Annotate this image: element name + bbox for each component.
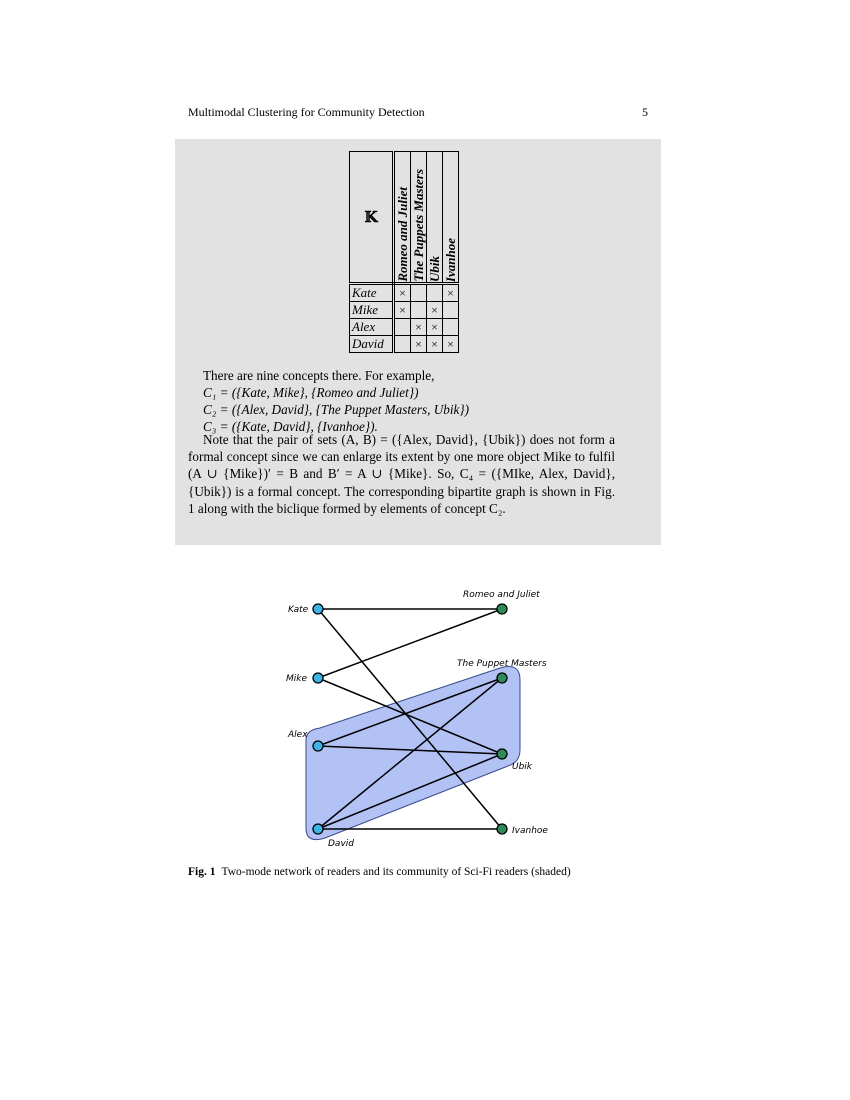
graph-node: [313, 824, 323, 834]
node-label: David: [328, 839, 354, 849]
column-header: The Puppets Masters: [411, 169, 426, 282]
header-title: Multimodal Clustering for Community Detection: [188, 105, 425, 119]
body-paragraph: Note that the pair of sets (A, B) = ({Alex, David}, {Ubik}) does not form a formal concept since we can enlarge its extent by one more object Mike to fulfil (A ∪ {Mike})′ = B and B′ = A ∪ {Mike}. So, C₄ = ({MIke, Alex, David}, {Ubik}) is a formal concept. The corresponding bipartite graph is shown in Fig. 1 along with the biclique formed by elements of concept C₂.: [188, 432, 615, 516]
node-label: Kate: [288, 605, 309, 615]
row-header: Kate: [350, 284, 394, 302]
row-header: David: [350, 336, 394, 353]
table-cell: ×: [394, 302, 411, 319]
figure-caption-text: Two-mode network of readers and its community of Sci-Fi readers (shaded): [221, 866, 571, 878]
figure-label: Fig. 1: [188, 866, 216, 878]
column-header: Ivanhoe: [443, 237, 458, 282]
row-header: Alex: [350, 319, 394, 336]
row-header: Mike: [350, 302, 394, 319]
concept-c1: C₁ = ({Kate, Mike}, {Romeo and Juliet}): [203, 385, 419, 400]
graph-node: [497, 749, 507, 759]
node-label: Alex: [288, 730, 308, 740]
table-cell: ×: [411, 319, 427, 336]
graph-node: [313, 673, 323, 683]
graph-node: [497, 673, 507, 683]
graph-node: [313, 604, 323, 614]
column-header: Ubik: [427, 256, 442, 282]
table-cell: ×: [394, 284, 411, 302]
concept-c2: C₂ = ({Alex, David}, {The Puppet Masters, Ubik}): [203, 402, 470, 417]
table-cell: ×: [443, 336, 459, 353]
concept-c3: C₃ = ({Kate, David}, {Ivanhoe}).: [203, 419, 378, 434]
node-label: Ubik: [512, 762, 533, 772]
figure-caption: [188, 866, 571, 878]
node-label: Mike: [286, 674, 308, 684]
graph-node: [497, 604, 507, 614]
table-cell: ×: [427, 336, 443, 353]
table-cell: ×: [443, 284, 459, 302]
node-label: Romeo and Juliet: [463, 590, 540, 600]
node-label: The Puppet Masters: [457, 659, 547, 669]
page-number: 5: [642, 105, 648, 119]
context-symbol: 𝕂: [350, 152, 394, 284]
column-header: Romeo and Juliet: [395, 187, 410, 282]
graph-node: [497, 824, 507, 834]
table-cell: ×: [427, 302, 443, 319]
table-cell: ×: [427, 319, 443, 336]
concepts-intro: There are nine concepts there. For example,: [203, 368, 435, 383]
graph-node: [313, 741, 323, 751]
table-cell: ×: [411, 336, 427, 353]
node-label: Ivanhoe: [512, 826, 548, 836]
